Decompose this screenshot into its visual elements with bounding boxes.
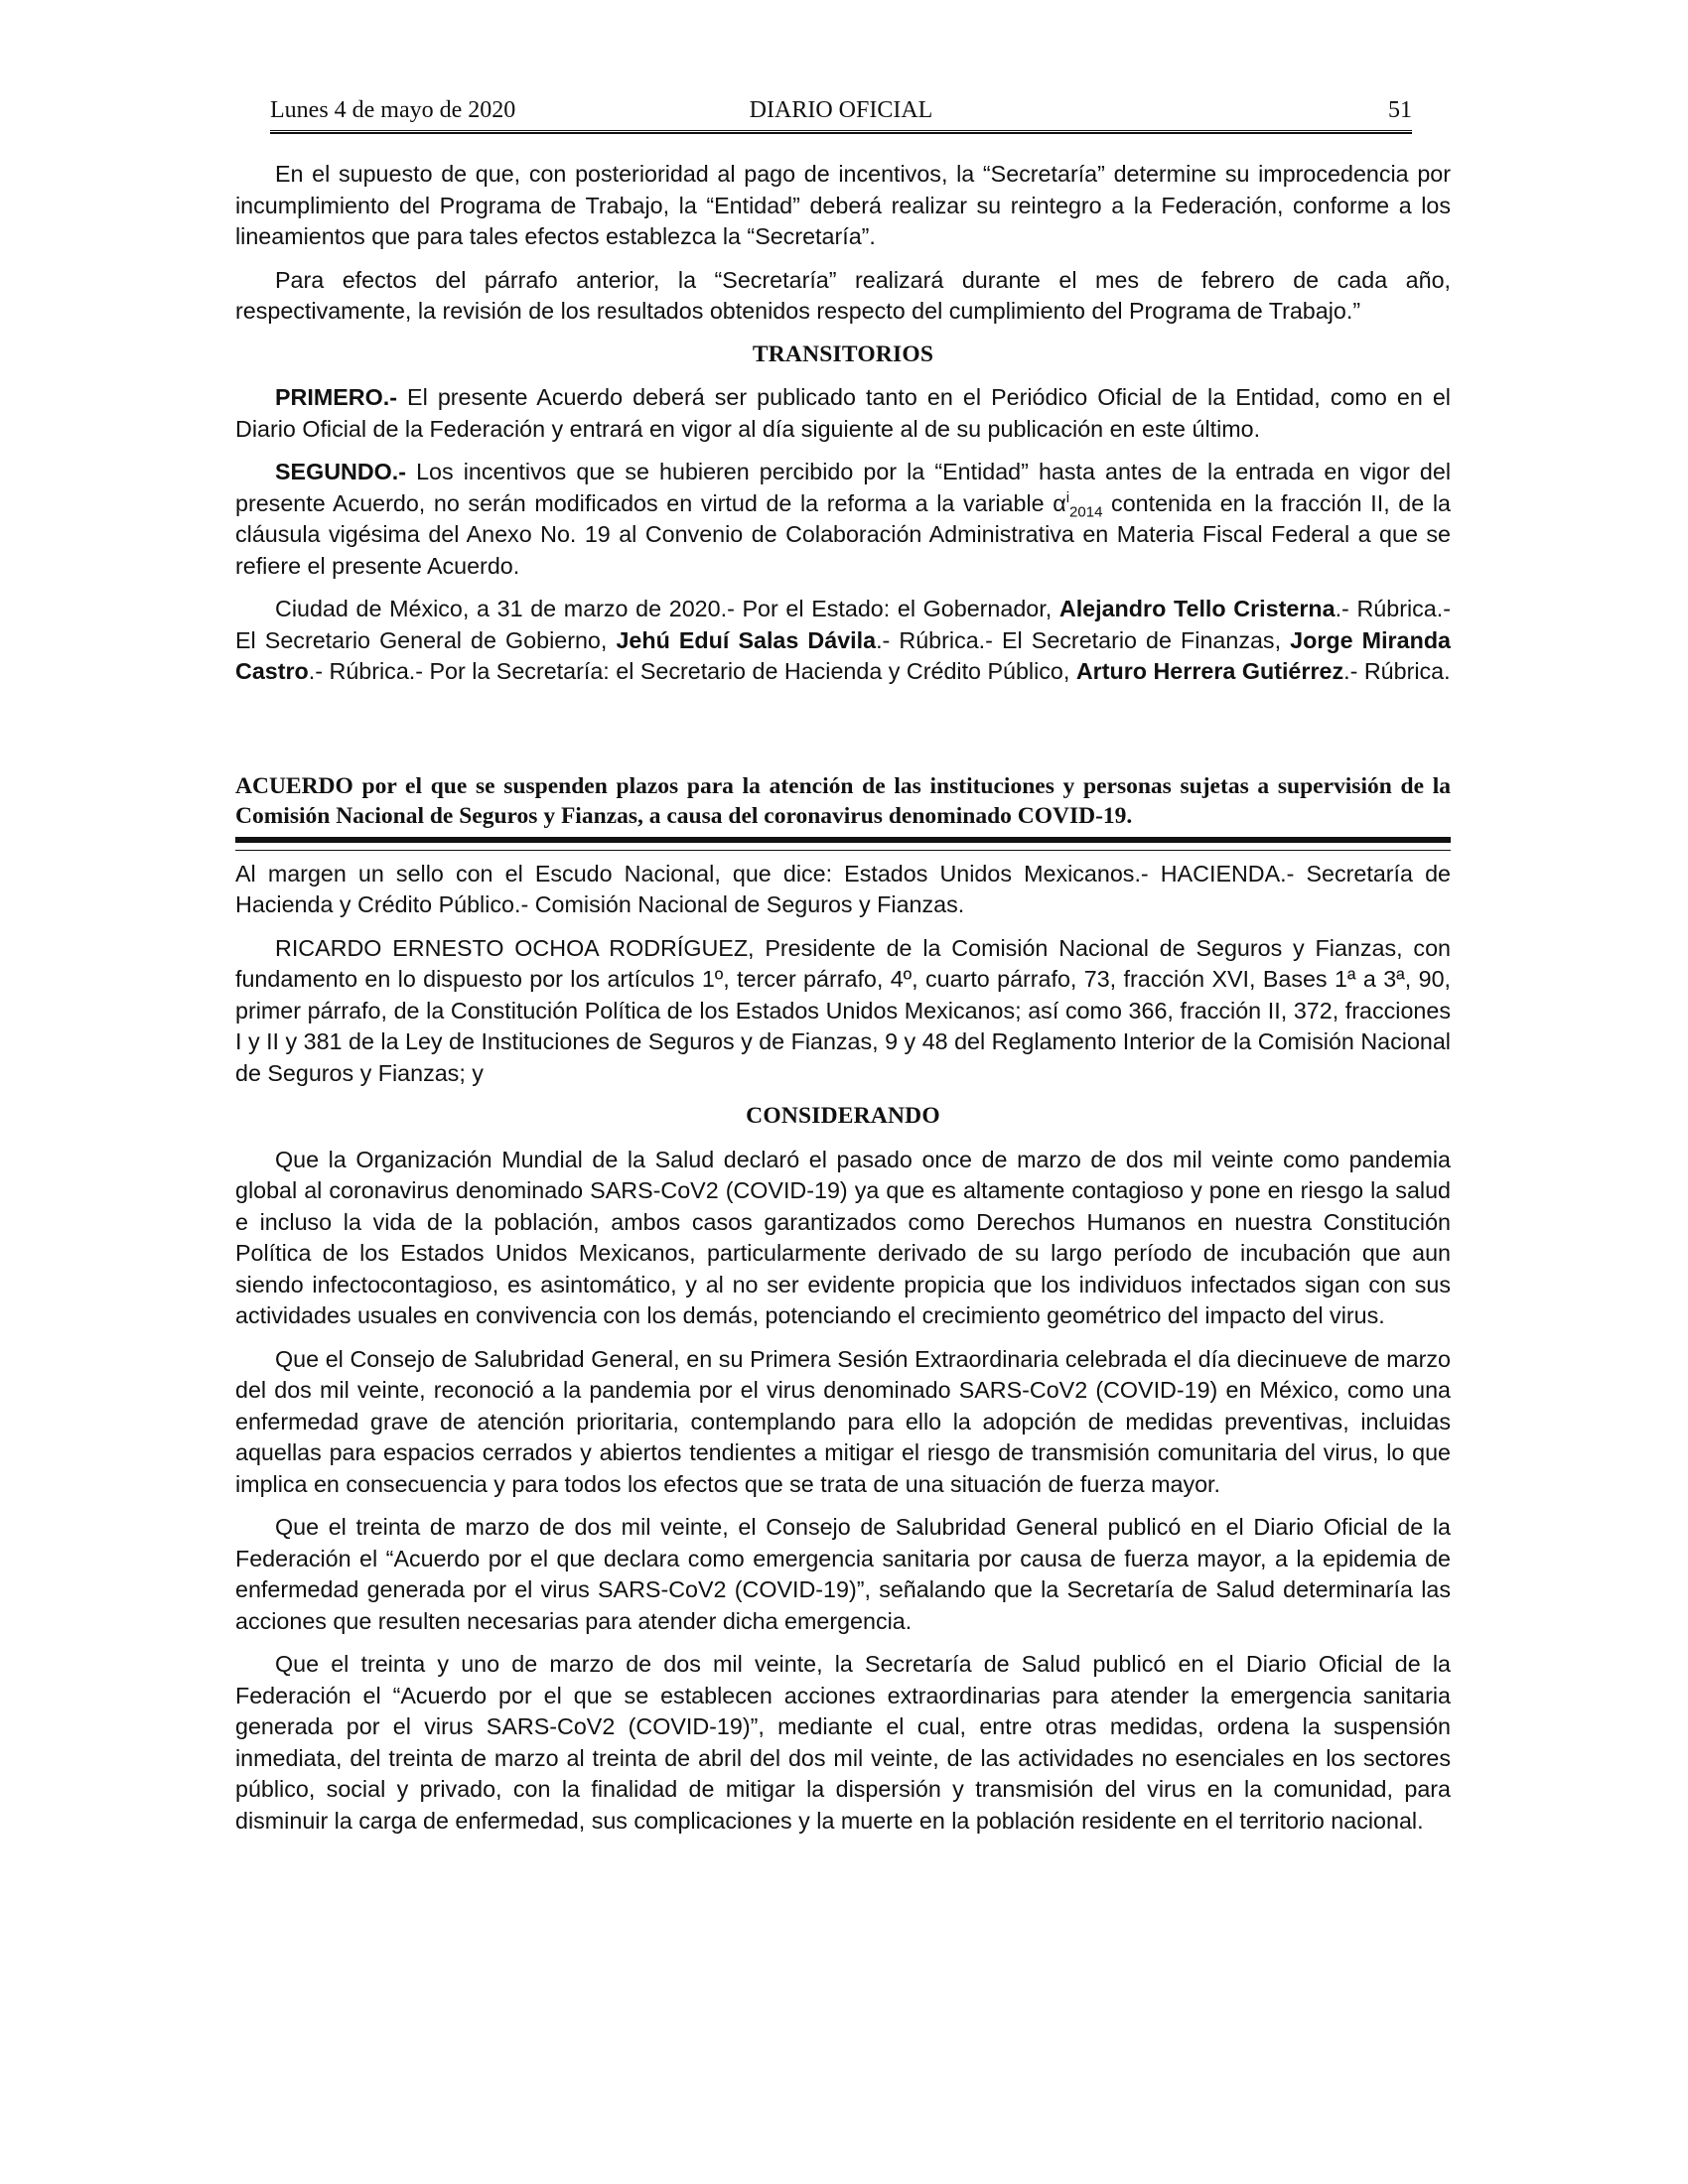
signatory-secretary-finance: Jorge Miranda Castro [235,626,1452,684]
paragraph-efectos: Para efectos del párrafo anterior, la “Secretaría” realizará durante el mes de febrero de cada año, respectivamente, la revisión de los resultados obtenidos respecto del cumplimiento del Programa de Trabajo.” [235,266,1451,324]
acuerdo-title: ACUERDO por el que se suspenden plazos para la atención de las instituciones y personas sujetas a supervisión de la Comisión Nacional de Seguros y Fianzas, a causa del coronavirus denominado COVID-19. [235,772,1451,829]
signatory-governor: Alejandro Tello Cristerna [1058,596,1336,621]
paragraph-considerando-1: Que la Organización Mundial de la Salud declaró el pasado once de marzo de dos mil veinte como pandemia global al coronavirus denominado SARS-CoV2 (COVID-19) ya que es altamente contagioso y pone en riesgo la salud e incluso la vida de la población, ambos casos garantizados como Derechos Humanos en nuestra Constitución Política de los Estados Unidos Mexicanos, particularmente derivado de su largo período de incubación que aun siendo infectocontagioso, es asintomático, y al no ser evidente propicia que los individuos infectados sigan con sus actividades usuales en convivencia con los demás, potenciando el crecimiento geométrico del impacto del virus. [235,1146,1451,1328]
paragraph-primero [235,382,1451,445]
paragraph-preambulo: RICARDO ERNESTO OCHOA RODRÍGUEZ, Presidente de la Comisión Nacional de Seguros y Fianzas, con fundamento en lo dispuesto por los artículos 1º, tercer párrafo, 4º, cuarto párrafo, 73, fracción XVI, Bases 1ª a 3ª, 90, primer párrafo, de la Constitución Política de los Estados Unidos Mexicanos; así como 366, fracción II, 372, fracciones I y II y 381 de la Ley de Instituciones de Seguros y de Fianzas, 9 y 48 del Reglamento Interior de la Comisión Nacional de Seguros y Fianzas; y [235,934,1451,1086]
paragraph-reintegro: En el supuesto de que, con posterioridad al pago de incentivos, la “Secretaría” determine su improcedencia por incumplimiento del Programa de Trabajo, la “Entidad” deberá realizar su reintegro a la Federación, conforme a los lineamientos que para tales efectos establezca la “Secretaría”. [235,161,1451,249]
header-page-number: 51 [1388,97,1412,123]
paragraph-considerando-4: Que el treinta y uno de marzo de dos mil veinte, la Secretaría de Salud publicó en el Diario Oficial de la Federación el “Acuerdo por el que se establecen acciones extraordinarias para atender la emergencia sanitaria generada por el virus SARS-CoV2 (COVID-19)”, mediante el cual, entre otras medidas, ordena la suspensión inmediata, del treinta de marzo al treinta de abril del dos mil veinte, de las actividades no esenciales en los sectores público, social y privado, con la finalidad de mitigar la dispersión y transmisión del virus en la comunidad, para disminuir la carga de enfermedad, sus complicaciones y la muerte en la población residente en el territorio nacional. [235,1651,1451,1834]
firma-text-b: .- Rúbrica.- El Secretario General de Gobierno, [235,596,1451,653]
header-journal-name: DIARIO OFICIAL [749,97,933,123]
variable-subscript: 2014 [1069,503,1103,521]
heading-considerando: CONSIDERANDO [746,1103,940,1129]
signatory-secretary-government: Jehú Eduí Salas Dávila [616,626,877,653]
primero-text: El presente Acuerdo deberá ser publicado tanto en el Periódico Oficial de la Entidad, como en el Diario Oficial de la Federación y entrará en vigor al día siguiente al de su publicación en este último. [235,384,1451,442]
firma-text-d: .- Rúbrica.- Por la Secretaría: el Secretario de Hacienda y Crédito Público, [308,658,1076,684]
title-rule [235,837,1451,851]
section-spacer [235,700,1451,771]
paragraph-al-margen: Al margen un sello con el Escudo Nacional, que dice: Estados Unidos Mexicanos.- HACIENDA.- Secretaría de Hacienda y Crédito Público.- Comisión Nacional de Seguros y Fianzas. [235,860,1451,917]
firma-text-c: .- Rúbrica.- El Secretario de Finanzas, [876,626,1291,653]
paragraph-firmas [235,594,1451,688]
firma-text-e: .- Rúbrica. [1343,658,1451,684]
header-date: Lunes 4 de mayo de 2020 [270,97,516,123]
primero-label: PRIMERO.- [275,384,397,410]
variable-superscript: i [1065,488,1070,506]
segundo-text-a: Los incentivos que se hubieren percibido por la “Entidad” hasta antes de la entrada en vigor del presente Acuerdo, no serán modificados en virtud de la reforma a la variable α [235,459,1451,516]
page-header [270,95,1412,129]
firma-text-a: Ciudad de México, a 31 de marzo de 2020.- Por el Estado: el Gobernador, [275,596,1059,621]
paragraph-considerando-2: Que el Consejo de Salubridad General, en su Primera Sesión Extraordinaria celebrada el día diecinueve de marzo del dos mil veinte, reconoció a la pandemia por el virus denominado SARS-CoV2 (COVID-19) en México, como una enfermedad grave de atención prioritaria, contemplando para ello la adopción de medidas preventivas, incluidas aquellas para espacios cerrados y abiertos tendientes a mitigar el riesgo de transmisión comunitaria del virus, lo que implica en consecuencia y para todos los efectos que se trata de una situación de fuerza mayor. [235,1345,1451,1497]
document-body [235,159,1451,1848]
segundo-label: SEGUNDO.- [275,459,407,484]
paragraph-considerando-3: Que el treinta de marzo de dos mil veinte, el Consejo de Salubridad General publicó en el Diario Oficial de la Federación el “Acuerdo por el que declara como emergencia sanitaria por causa de fuerza mayor, a la epidemia de enfermedad generada por el virus SARS-CoV2 (COVID-19)”, señalando que la Secretaría de Salud determinaría las acciones que resulten necesarias para atender dicha emergencia. [235,1514,1451,1634]
header-rule [270,130,1412,134]
segundo-text-b: contenida en la fracción II, de la cláusula vigésima del Anexo No. 19 al Convenio de Colaboración Administrativa en Materia Fiscal Federal a que se refiere el presente Acuerdo. [235,489,1451,579]
signatory-secretary-hacienda: Arturo Herrera Gutiérrez [1075,658,1344,684]
heading-transitorios: TRANSITORIOS [752,341,934,367]
paragraph-segundo [235,457,1451,582]
